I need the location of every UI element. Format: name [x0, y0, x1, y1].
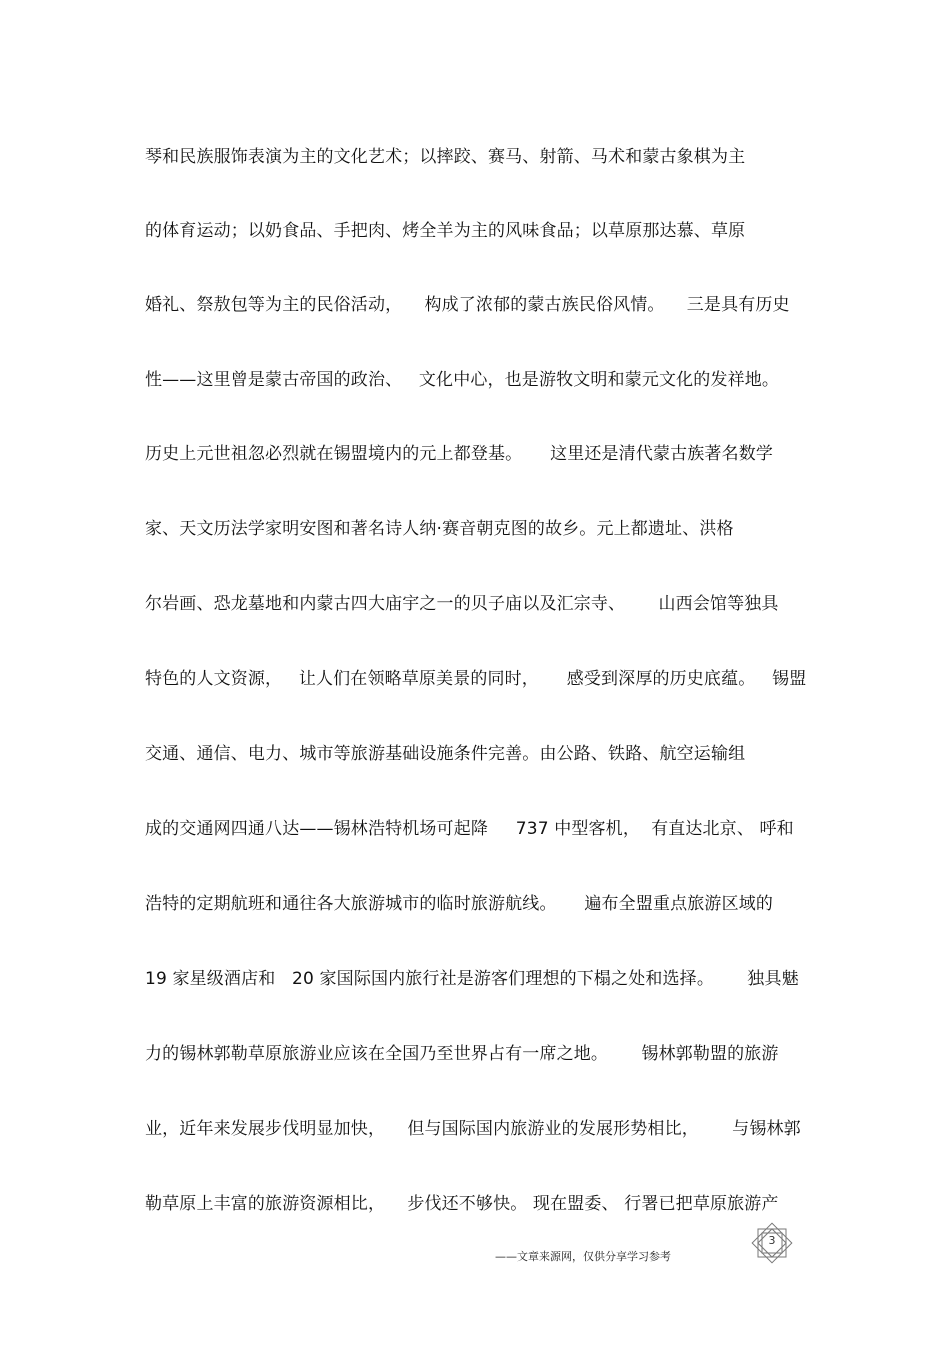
text-line: 琴和民族服饰表演为主的文化艺术；以摔跤、赛马、射箭、马术和蒙古象棋为主	[145, 147, 746, 167]
text-line: 成的交通网四通八达——锡林浩特机场可起降 737 中型客机， 有直达北京、 呼和	[145, 819, 794, 839]
text-line: 性——这里曾是蒙古帝国的政治、 文化中心，也是游牧文明和蒙元文化的发祥地。	[145, 370, 780, 390]
page-number-badge	[748, 1219, 796, 1267]
page-number: 3	[768, 1234, 776, 1247]
text-line: 浩特的定期航班和通往各大旅游城市的临时旅游航线。 遍布全盟重点旅游区域的	[145, 894, 774, 914]
source-note: ——文章来源网，仅供分享学习参考	[495, 1250, 671, 1263]
text-line: 历史上元世祖忽必烈就在锡盟境内的元上都登基。 这里还是清代蒙古族著名数学	[145, 444, 774, 464]
text-line: 勒草原上丰富的旅游资源相比， 步伐还不够快。 现在盟委、 行署已把草原旅游产	[145, 1194, 779, 1214]
text-line: 的体育运动；以奶食品、手把肉、烤全羊为主的风味食品；以草原那达慕、草原	[145, 221, 746, 241]
text-line: 尔岩画、恐龙墓地和内蒙古四大庙宇之一的贝子庙以及汇宗寺、 山西会馆等独具	[145, 594, 779, 614]
text-line: 力的锡林郭勒草原旅游业应该在全国乃至世界占有一席之地。 锡林郭勒盟的旅游	[145, 1044, 779, 1064]
text-line: 19 家星级酒店和 20 家国际国内旅行社是游客们理想的下榻之处和选择。 独具魅	[145, 969, 799, 989]
text-line: 交通、通信、电力、城市等旅游基础设施条件完善。由公路、铁路、航空运输组	[145, 744, 746, 764]
text-line: 特色的人文资源， 让人们在领略草原美景的同时， 感受到深厚的历史底蕴。 锡盟	[145, 669, 807, 689]
text-line: 家、天文历法学家明安图和著名诗人纳·赛音朝克图的故乡。元上都遗址、洪格	[145, 519, 734, 539]
text-line: 业，近年来发展步伐明显加快， 但与国际国内旅游业的发展形势相比， 与锡林郭	[145, 1119, 801, 1139]
text-line: 婚礼、祭敖包等为主的民俗活动， 构成了浓郁的蒙古族民俗风情。 三是具有历史	[145, 295, 790, 315]
